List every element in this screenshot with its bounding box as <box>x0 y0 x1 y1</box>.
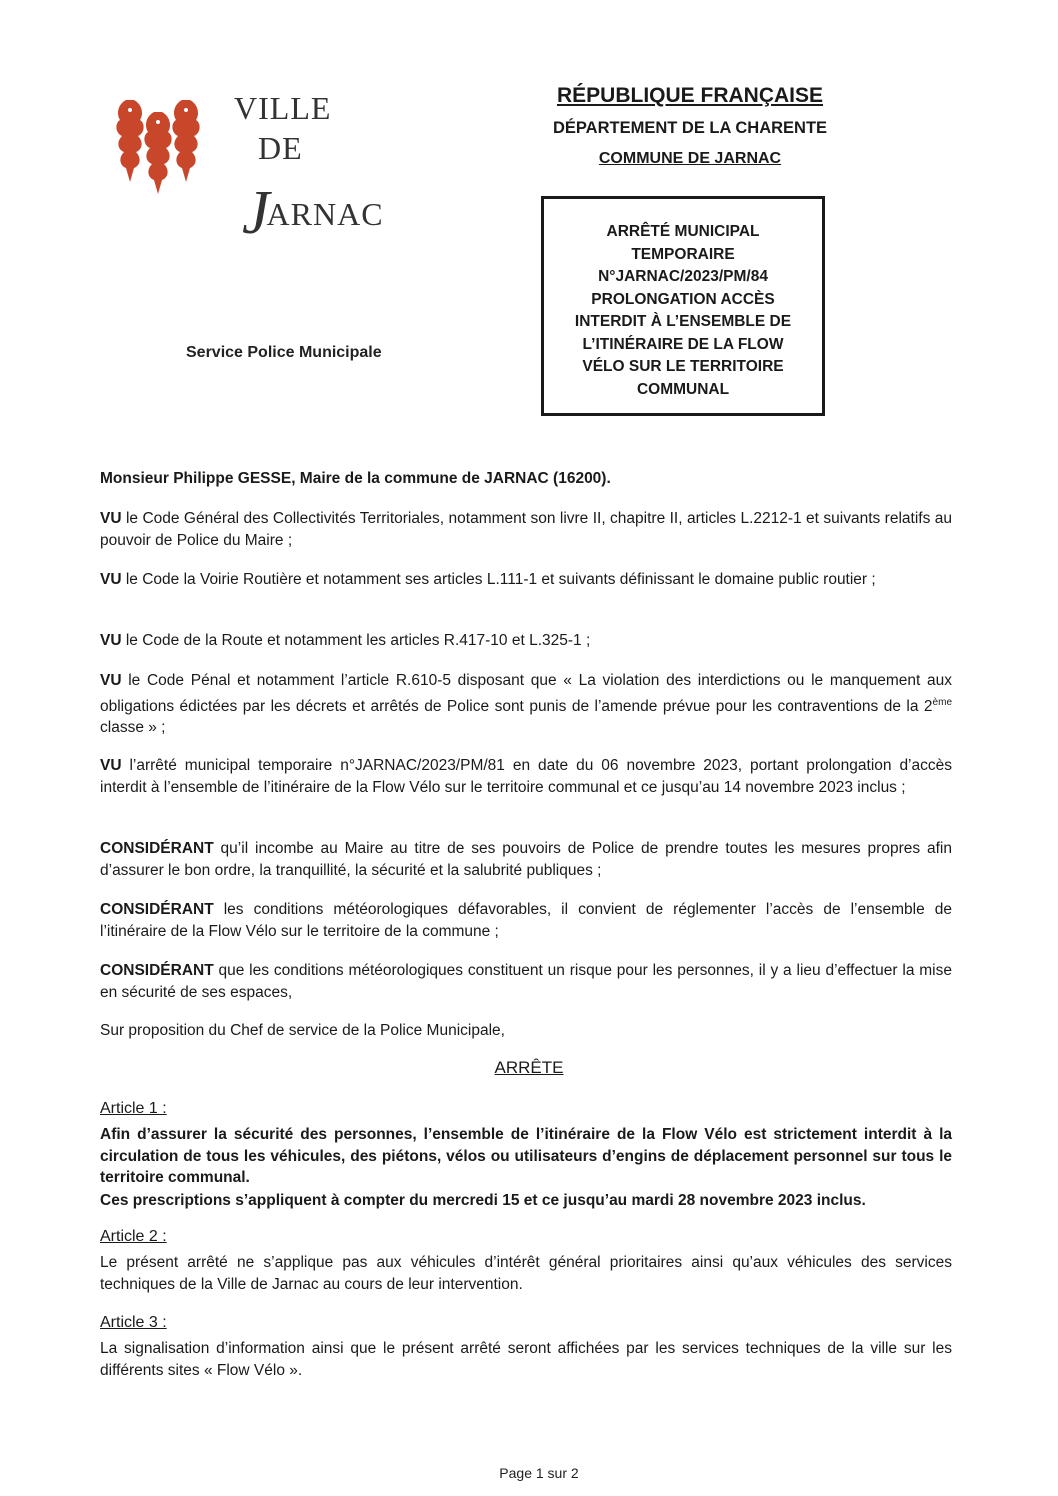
proposition-line: Sur proposition du Chef de service de la Police Municipale, <box>100 1022 505 1039</box>
arrete-box-line: TEMPORAIRE <box>631 245 735 263</box>
vu-lead: VU <box>100 632 122 649</box>
logo-line-de: DE <box>258 130 303 166</box>
ville-de-jarnac-logo <box>108 90 388 247</box>
article-1-dates: Ces prescriptions s’appliquent à compter du mercredi 15 et ce jusqu’au mardi 28 novembre 2023 inclus. <box>100 1192 866 1209</box>
maire-line: Monsieur Philippe GESSE, Maire de la commune de JARNAC (16200). <box>100 470 611 487</box>
article-2-text: Le présent arrêté ne s’applique pas aux véhicules d’intérêt général prioritaires ainsi qu’aux véhicules des services techniques de la Ville de Jarnac au cours de leur intervention. <box>100 1254 952 1293</box>
arrete-box-line: N°JARNAC/2023/PM/84 <box>598 268 768 285</box>
considerant-paragraph-1 <box>100 838 952 881</box>
header-republique: RÉPUBLIQUE FRANÇAISE <box>556 84 824 107</box>
arrete-heading: ARRÊTE <box>494 1058 564 1077</box>
vu-superscript: ème <box>932 696 952 708</box>
vu-text: le Code Pénal et notamment l’article R.610-5 disposant que « La violation des interdictions ou le manquement aux obligations édictées par les décrets et arrêtés de Police sont punis de l’amende prévue pour les contraventions de la 2 <box>100 672 952 715</box>
arrete-box-line: L’ITINÉRAIRE DE LA FLOW <box>582 335 784 353</box>
vu-text: le Code de la Route et notamment les articles R.417-10 et L.325-1 ; <box>121 632 591 649</box>
logo-rest-arnac: ARNAC <box>266 196 384 232</box>
article-2-title: Article 2 : <box>100 1228 167 1245</box>
arrete-box-line: COMMUNAL <box>636 380 730 398</box>
vu-paragraph-3 <box>100 630 952 652</box>
considerant-paragraph-2 <box>100 899 952 942</box>
header-commune: COMMUNE DE JARNAC <box>598 150 782 167</box>
considerant-lead: CONSIDÉRANT <box>100 962 214 979</box>
article-1-title: Article 1 : <box>100 1100 167 1117</box>
fish-emblem-icon <box>108 90 208 210</box>
logo-line-jarnac <box>242 170 384 247</box>
considerant-text: qu’il incombe au Maire au titre de ses pouvoirs de Police de prendre toutes les mesures propres afin d’assurer le bon ordre, la tranquillité, la sécurité et la salubrité publiques ; <box>100 840 952 879</box>
vu-paragraph-5 <box>100 755 952 798</box>
page-number: Page 1 sur 2 <box>499 1465 579 1481</box>
considerant-paragraph-3 <box>100 960 952 1003</box>
vu-lead: VU <box>100 571 122 588</box>
article-3-title: Article 3 : <box>100 1314 167 1331</box>
arrete-box-line: INTERDIT À L’ENSEMBLE DE <box>574 313 792 330</box>
vu-text: le Code Général des Collectivités Territoriales, notamment son livre II, chapitre II, articles L.2212-1 et suivants relatifs au pouvoir de Police du Maire ; <box>100 510 952 549</box>
vu-paragraph-1 <box>100 508 952 551</box>
arrete-title-box <box>541 196 825 416</box>
article-1-text: Afin d’assurer la sécurité des personnes, l’ensemble de l’itinéraire de la Flow Vélo est strictement interdit à la circulation de tous les véhicules, des piétons, vélos ou utilisateurs d’engins de déplacement personnel sur tous le territoire communal. <box>100 1126 952 1186</box>
vu-text: l’arrêté municipal temporaire n°JARNAC/2023/PM/81 en date du 06 novembre 2023, portant prolongation d’accès interdit à l’ensemble de l’itinéraire de la Flow Vélo sur le territoire communal et ce jusqu’au 14 novembre 2023 inclus ; <box>100 757 952 796</box>
service-name: Service Police Municipale <box>186 344 382 361</box>
arrete-box-line: VÉLO SUR LE TERRITOIRE <box>582 358 784 375</box>
header-departement: DÉPARTEMENT DE LA CHARENTE <box>552 119 828 137</box>
considerant-lead: CONSIDÉRANT <box>100 840 214 857</box>
considerant-lead: CONSIDÉRANT <box>100 901 214 918</box>
article-3-text: La signalisation d’information ainsi que le présent arrêté seront affichées par les services techniques de la ville sur les différents sites « Flow Vélo ». <box>100 1340 952 1379</box>
vu-lead: VU <box>100 672 122 689</box>
logo-line-ville: VILLE <box>234 90 332 126</box>
considerant-text: que les conditions météorologiques constituent un risque pour les personnes, il y a lieu d’effectuer la mise en sécurité de ses espaces, <box>100 962 952 1001</box>
vu-lead: VU <box>100 757 122 774</box>
vu-lead: VU <box>100 510 122 527</box>
logo-initial-j: J <box>242 179 271 247</box>
vu-text: le Code la Voirie Routière et notamment ses articles L.111-1 et suivants définissant le domaine public routier ; <box>121 571 876 588</box>
vu-text-end: classe » ; <box>100 719 166 737</box>
arrete-box-line: PROLONGATION ACCÈS <box>591 290 775 308</box>
arrete-box-line: ARRÊTÉ MUNICIPAL <box>606 223 760 240</box>
considerant-text: les conditions météorologiques défavorables, il convient de réglementer l’accès de l’ensemble de l’itinéraire de la Flow Vélo sur le territoire de la commune ; <box>100 901 952 940</box>
vu-paragraph-4 <box>100 670 952 739</box>
vu-paragraph-2 <box>100 569 952 591</box>
